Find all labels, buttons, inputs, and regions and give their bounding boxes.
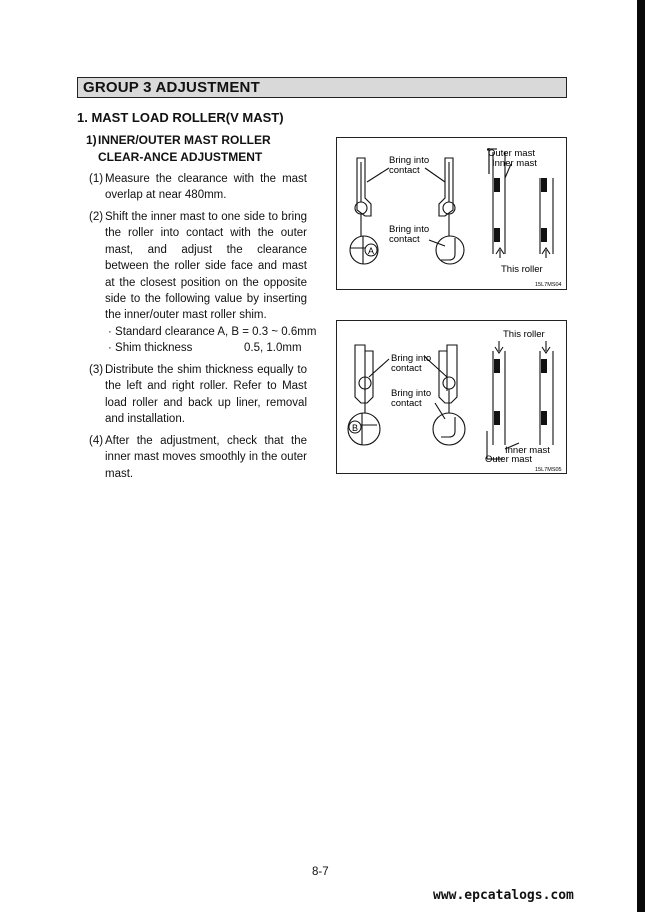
label-this-roller: This roller <box>501 264 543 275</box>
label-contact-1: contact <box>391 363 422 374</box>
watermark-link[interactable]: www.epcatalogs.com <box>433 888 574 903</box>
clearance-marker-b: B <box>352 423 359 433</box>
spec-standard-clearance <box>108 324 316 340</box>
section-title: 1. MAST LOAD ROLLER(V MAST) <box>77 110 284 125</box>
page-edge-shadow <box>637 0 645 912</box>
figure-code: 15L7MS04 <box>535 282 562 288</box>
label-contact-1: contact <box>389 165 420 176</box>
step-2 <box>89 209 307 324</box>
step-4 <box>89 433 307 482</box>
label-bring-into-1: Bring into <box>391 353 432 364</box>
label-inner-mast: Inner mast <box>505 445 550 456</box>
label-bring-into-1: Bring into <box>389 155 430 166</box>
step-number: (4) <box>89 435 104 447</box>
subsection-title: INNER/OUTER MAST ROLLER CLEAR-ANCE ADJUSTMENT <box>98 133 271 164</box>
figure-roller-clearance-a <box>336 137 567 290</box>
group-header <box>77 77 567 98</box>
step-number: (3) <box>89 364 104 376</box>
step-1 <box>89 171 307 204</box>
subsection-number: 1) <box>86 133 97 147</box>
step-3 <box>89 362 307 428</box>
page-number: 8-7 <box>312 866 329 878</box>
label-bring-into-2: Bring into <box>391 388 432 399</box>
spec-label: · Shim thickness <box>108 342 193 354</box>
spec-shim-thickness <box>108 340 302 356</box>
step-text: After the adjustment, check that the inner mast moves smoothly in the outer mast. <box>105 435 307 480</box>
label-bring-into-2: Bring into <box>389 224 430 235</box>
figure-code: 15L7MS05 <box>535 467 562 473</box>
spec-label: · Standard clearance A, B = 0.3 ~ 0.6mm <box>108 326 317 338</box>
step-number: (1) <box>89 173 104 185</box>
figure-1-diagram <box>337 138 566 289</box>
step-text: Measure the clearance with the mast overlap at near 480mm. <box>105 173 307 202</box>
spec-value: 0.5, 1.0mm <box>244 342 302 354</box>
figure-2-diagram <box>337 321 566 473</box>
label-this-roller: This roller <box>503 329 545 340</box>
step-number: (2) <box>89 211 104 223</box>
label-outer-mast: Outer mast <box>488 148 535 159</box>
label-outer-mast: Outer mast <box>485 454 532 465</box>
clearance-marker-a: A <box>368 246 375 256</box>
subsection-heading <box>86 132 311 166</box>
group-title: GROUP 3 ADJUSTMENT <box>83 79 260 96</box>
step-text: Distribute the shim thickness equally to the left and right roller. Refer to Mast load roller and back up liner, removal and installation. <box>105 364 307 426</box>
figure-roller-clearance-b <box>336 320 567 474</box>
label-inner-mast: Inner mast <box>492 158 537 169</box>
label-contact-2: contact <box>389 234 420 245</box>
label-contact-2: contact <box>391 398 422 409</box>
step-text: Shift the inner mast to one side to bring the roller into contact with the outer mast, and adjust the clearance between the roller side face and mast at the closest position on the opposite side to the following value by inserting the inner/outer mast roller shim. <box>105 211 307 322</box>
